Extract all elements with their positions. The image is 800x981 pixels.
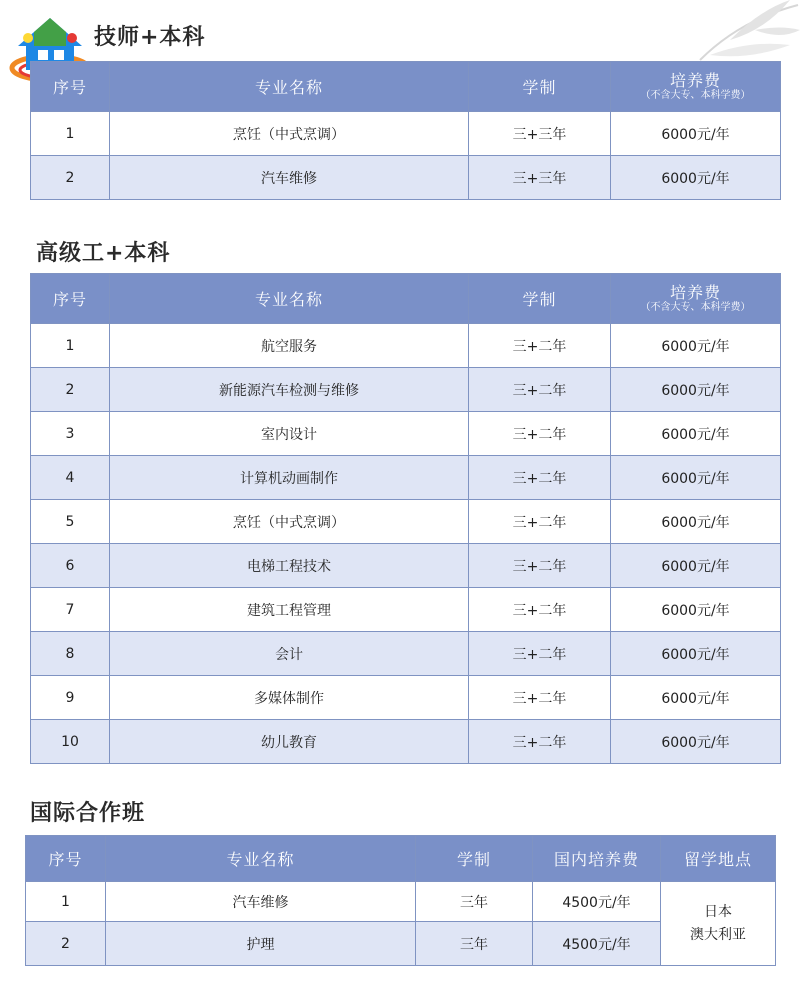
cell-duration: 三+二年: [469, 676, 611, 720]
program-table: [25, 835, 776, 966]
cell-duration: 三+二年: [469, 324, 611, 368]
cell-fee: 6000元/年: [611, 720, 781, 764]
cell-index: 2: [31, 368, 110, 412]
cell-fee: 4500元/年: [533, 922, 661, 966]
cell-duration: 三+三年: [469, 112, 611, 156]
cell-major: 新能源汽车检测与维修: [110, 368, 469, 412]
header-major: 专业名称: [110, 62, 469, 112]
program-table: [30, 61, 781, 200]
cell-fee: 6000元/年: [611, 544, 781, 588]
section-title: 国际合作班: [30, 801, 146, 826]
program-table: [30, 273, 781, 764]
place-item: 日本: [704, 904, 732, 921]
cell-fee: 6000元/年: [611, 368, 781, 412]
header-duration: 学制: [469, 274, 611, 324]
cell-fee: 6000元/年: [611, 500, 781, 544]
header-place: 留学地点: [661, 836, 776, 882]
cell-fee: 6000元/年: [611, 632, 781, 676]
cell-major: 航空服务: [110, 324, 469, 368]
cell-major: 建筑工程管理: [110, 588, 469, 632]
header-duration: 学制: [469, 62, 611, 112]
cell-fee: 6000元/年: [611, 112, 781, 156]
cell-major: 电梯工程技术: [110, 544, 469, 588]
table-row: [31, 456, 781, 500]
cell-index: 3: [31, 412, 110, 456]
cell-major: 多媒体制作: [110, 676, 469, 720]
header-fee-label: 培养费: [669, 282, 721, 302]
cell-major: 会计: [110, 632, 469, 676]
table-row: [31, 368, 781, 412]
cell-major: 计算机动画制作: [110, 456, 469, 500]
header-major: 专业名称: [110, 274, 469, 324]
cell-index: 1: [26, 882, 106, 922]
cell-fee: 4500元/年: [533, 882, 661, 922]
table-row: [31, 544, 781, 588]
cell-duration: 三年: [416, 922, 533, 966]
cell-major: 护理: [106, 922, 416, 966]
cell-fee: 6000元/年: [611, 588, 781, 632]
header-fee-note: （不含大专、本科学费）: [640, 90, 751, 102]
header-index: 序号: [31, 274, 110, 324]
cell-place: [661, 882, 776, 966]
bamboo-leaf-icon: [640, 0, 800, 70]
cell-major: 汽车维修: [110, 156, 469, 200]
table-row: [31, 720, 781, 764]
place-item: 澳大利亚: [690, 926, 746, 943]
cell-index: 1: [31, 324, 110, 368]
cell-fee: 6000元/年: [611, 324, 781, 368]
cell-duration: 三+二年: [469, 368, 611, 412]
cell-index: 8: [31, 632, 110, 676]
cell-duration: 三+三年: [469, 156, 611, 200]
table-row: [31, 588, 781, 632]
header-fee-note: （不含大专、本科学费）: [640, 302, 751, 314]
header-fee-label: 培养费: [669, 70, 721, 90]
table-row: [26, 882, 776, 922]
cell-major: 烹饪（中式烹调）: [110, 500, 469, 544]
table-row: [31, 156, 781, 200]
cell-fee: 6000元/年: [611, 156, 781, 200]
cell-duration: 三+二年: [469, 720, 611, 764]
header-fee: [611, 62, 781, 112]
header-fee: 国内培养费: [533, 836, 661, 882]
cell-index: 2: [26, 922, 106, 966]
cell-duration: 三+二年: [469, 588, 611, 632]
header-fee: [611, 274, 781, 324]
table-row: [31, 412, 781, 456]
cell-index: 1: [31, 112, 110, 156]
cell-major: 烹饪（中式烹调）: [110, 112, 469, 156]
table-row: [31, 676, 781, 720]
cell-index: 5: [31, 500, 110, 544]
cell-major: 汽车维修: [106, 882, 416, 922]
cell-fee: 6000元/年: [611, 676, 781, 720]
cell-duration: 三+二年: [469, 632, 611, 676]
cell-index: 4: [31, 456, 110, 500]
cell-fee: 6000元/年: [611, 456, 781, 500]
cell-index: 2: [31, 156, 110, 200]
header-index: 序号: [26, 836, 106, 882]
section-title: 高级工+本科: [36, 241, 171, 266]
cell-index: 9: [31, 676, 110, 720]
cell-duration: 三+二年: [469, 544, 611, 588]
cell-duration: 三年: [416, 882, 533, 922]
table-row: [31, 112, 781, 156]
cell-fee: 6000元/年: [611, 412, 781, 456]
table-row: [31, 324, 781, 368]
section-title: 技师+本科: [94, 25, 206, 50]
cell-index: 6: [31, 544, 110, 588]
header-duration: 学制: [416, 836, 533, 882]
cell-major: 室内设计: [110, 412, 469, 456]
cell-duration: 三+二年: [469, 412, 611, 456]
header-index: 序号: [31, 62, 110, 112]
cell-duration: 三+二年: [469, 456, 611, 500]
header-major: 专业名称: [106, 836, 416, 882]
cell-index: 10: [31, 720, 110, 764]
cell-major: 幼儿教育: [110, 720, 469, 764]
cell-duration: 三+二年: [469, 500, 611, 544]
cell-index: 7: [31, 588, 110, 632]
table-row: [31, 500, 781, 544]
table-row: [31, 632, 781, 676]
